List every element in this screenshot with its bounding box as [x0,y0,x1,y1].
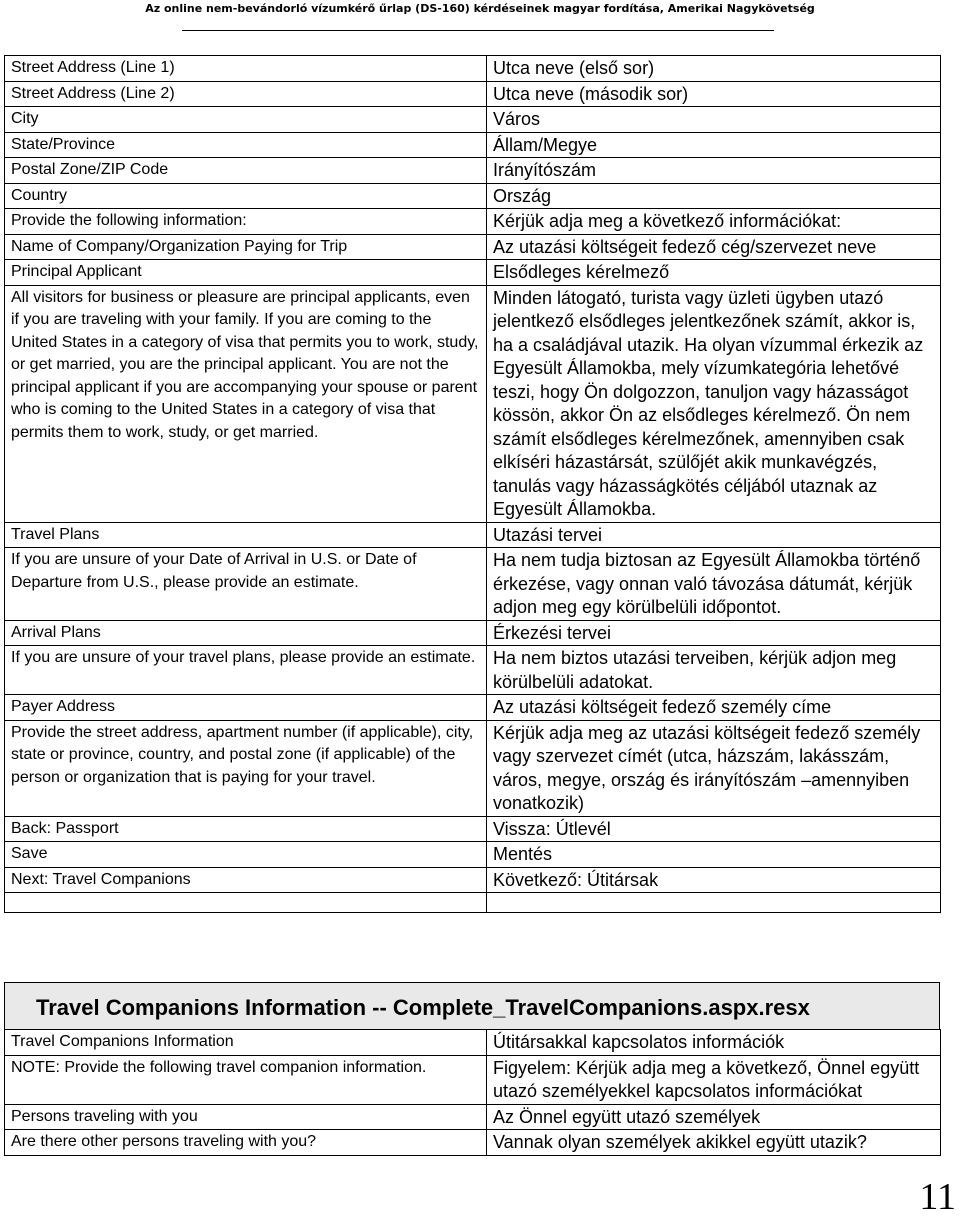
hungarian-cell: Minden látogató, turista vagy üzleti ügyben utazó jelentkező elsődleges jelentkezőnek számít, akkor is, ha a családjával utazik. Ha olyan vízummal érkezik az Egyesült Államokba, mely vízumkategória lehetővé teszi, hogy Ön dolgozzon, tanuljon vagy házasságot kössön, akkor Ön az elsődleges kérelmező. Ön nem számít elsődleges kérelmezőnek, amennyiben csak elkíséri házastársát, szülőjét akik munkavégzés, tanulás vagy házasságkötés céljából utaznak az Egyesült Államokba. [487,285,941,522]
hungarian-cell: Ha nem tudja biztosan az Egyesült Államokba történő érkezése, vagy onnan való távozása dátumát, kérjük adjon meg egy körülbelüli időpontot. [487,548,941,621]
translation-table-companions [4,1029,941,1156]
hungarian-cell: Állam/Megye [487,132,941,158]
hungarian-cell: Mentés [487,842,941,868]
table-row [5,720,941,816]
english-cell: Provide the street address, apartment number (if applicable), city, state or province, country, and postal zone (if applicable) of the person or organization that is paying for your travel. [5,720,487,816]
hungarian-cell: Ha nem biztos utazási terveiben, kérjük adjon meg körülbelüli adatokat. [487,646,941,695]
english-cell: If you are unsure of your travel plans, please provide an estimate. [5,646,487,695]
hungarian-cell: Ország [487,183,941,209]
english-cell: Travel Plans [5,522,487,548]
hungarian-cell: Az utazási költségeit fedező személy címe [487,695,941,721]
hungarian-cell: Utazási tervei [487,522,941,548]
section-title: Travel Companions Information -- Complete_TravelCompanions.aspx.resx [36,995,810,1020]
english-cell: Back: Passport [5,816,487,842]
english-cell: City [5,107,487,133]
hungarian-cell: Következő: Útitársak [487,867,941,893]
page-header: Az online nem-bevándorló vízumkérő űrlap (DS-160) kérdéseinek magyar fordítása, Amerikai Nagykövetség [145,2,815,15]
english-cell: If you are unsure of your Date of Arrival in U.S. or Date of Departure from U.S., please provide an estimate. [5,548,487,621]
english-cell: Payer Address [5,695,487,721]
table-spacer-row [5,893,941,913]
english-cell: Street Address (Line 2) [5,81,487,107]
table-row [5,816,941,842]
english-cell: Save [5,842,487,868]
hungarian-cell: Vissza: Útlevél [487,816,941,842]
table-row [5,695,941,721]
table-row [5,56,941,82]
table-row [5,842,941,868]
english-cell: All visitors for business or pleasure are principal applicants, even if you are traveling with your family. If you are coming to the United States in a category of visa that permits you to work, study, or get married, you are the principal applicant. You are not the principal applicant if you are accompanying your spouse or parent who is coming to the United States in a category of visa that permits them to work, study, or get married. [5,285,487,522]
hungarian-cell: Kérjük adja meg az utazási költségeit fedező személy vagy szervezet címét (utca, házszám, lakásszám, város, megye, ország és irányítószám –amennyiben vonatkozik) [487,720,941,816]
spacer-cell [5,893,487,913]
table-row [5,107,941,133]
table-row [5,158,941,184]
translation-table [4,55,941,913]
hungarian-cell: Figyelem: Kérjük adja meg a következő, Önnel együtt utazó személyekkel kapcsolatos információkat [487,1055,941,1104]
english-cell: Persons traveling with you [5,1104,487,1130]
hungarian-cell: Az utazási költségeit fedező cég/szervezet neve [487,234,941,260]
spacer-cell [487,893,941,913]
table-row [5,81,941,107]
hungarian-cell: Vannak olyan személyek akikkel együtt utazik? [487,1130,941,1156]
english-cell: Arrival Plans [5,620,487,646]
hungarian-cell: Az Önnel együtt utazó személyek [487,1104,941,1130]
english-cell: Country [5,183,487,209]
english-cell: Name of Company/Organization Paying for Trip [5,234,487,260]
hungarian-cell: Utca neve (második sor) [487,81,941,107]
table-row [5,285,941,522]
english-cell: Next: Travel Companions [5,867,487,893]
table-row [5,1104,941,1130]
hungarian-cell: Elsődleges kérelmező [487,260,941,286]
hungarian-cell: Érkezési tervei [487,620,941,646]
table-row [5,234,941,260]
table-row [5,1030,941,1056]
table-row [5,260,941,286]
table-row [5,209,941,235]
hungarian-cell: Útitársakkal kapcsolatos információk [487,1030,941,1056]
english-cell: Provide the following information: [5,209,487,235]
header-divider [182,30,774,31]
table-row [5,1130,941,1156]
table-row [5,548,941,621]
table-row [5,646,941,695]
table-row [5,620,941,646]
page-number: 11 [919,1176,956,1218]
english-cell: Principal Applicant [5,260,487,286]
table-row [5,522,941,548]
english-cell: State/Province [5,132,487,158]
english-cell: Street Address (Line 1) [5,56,487,82]
hungarian-cell: Kérjük adja meg a következő információkat: [487,209,941,235]
hungarian-cell: Város [487,107,941,133]
table-row [5,867,941,893]
english-cell: NOTE: Provide the following travel companion information. [5,1055,487,1104]
hungarian-cell: Irányítószám [487,158,941,184]
english-cell: Travel Companions Information [5,1030,487,1056]
table-row [5,132,941,158]
table-row [5,1055,941,1104]
table-row [5,183,941,209]
hungarian-cell: Utca neve (első sor) [487,56,941,82]
english-cell: Are there other persons traveling with you? [5,1130,487,1156]
english-cell: Postal Zone/ZIP Code [5,158,487,184]
